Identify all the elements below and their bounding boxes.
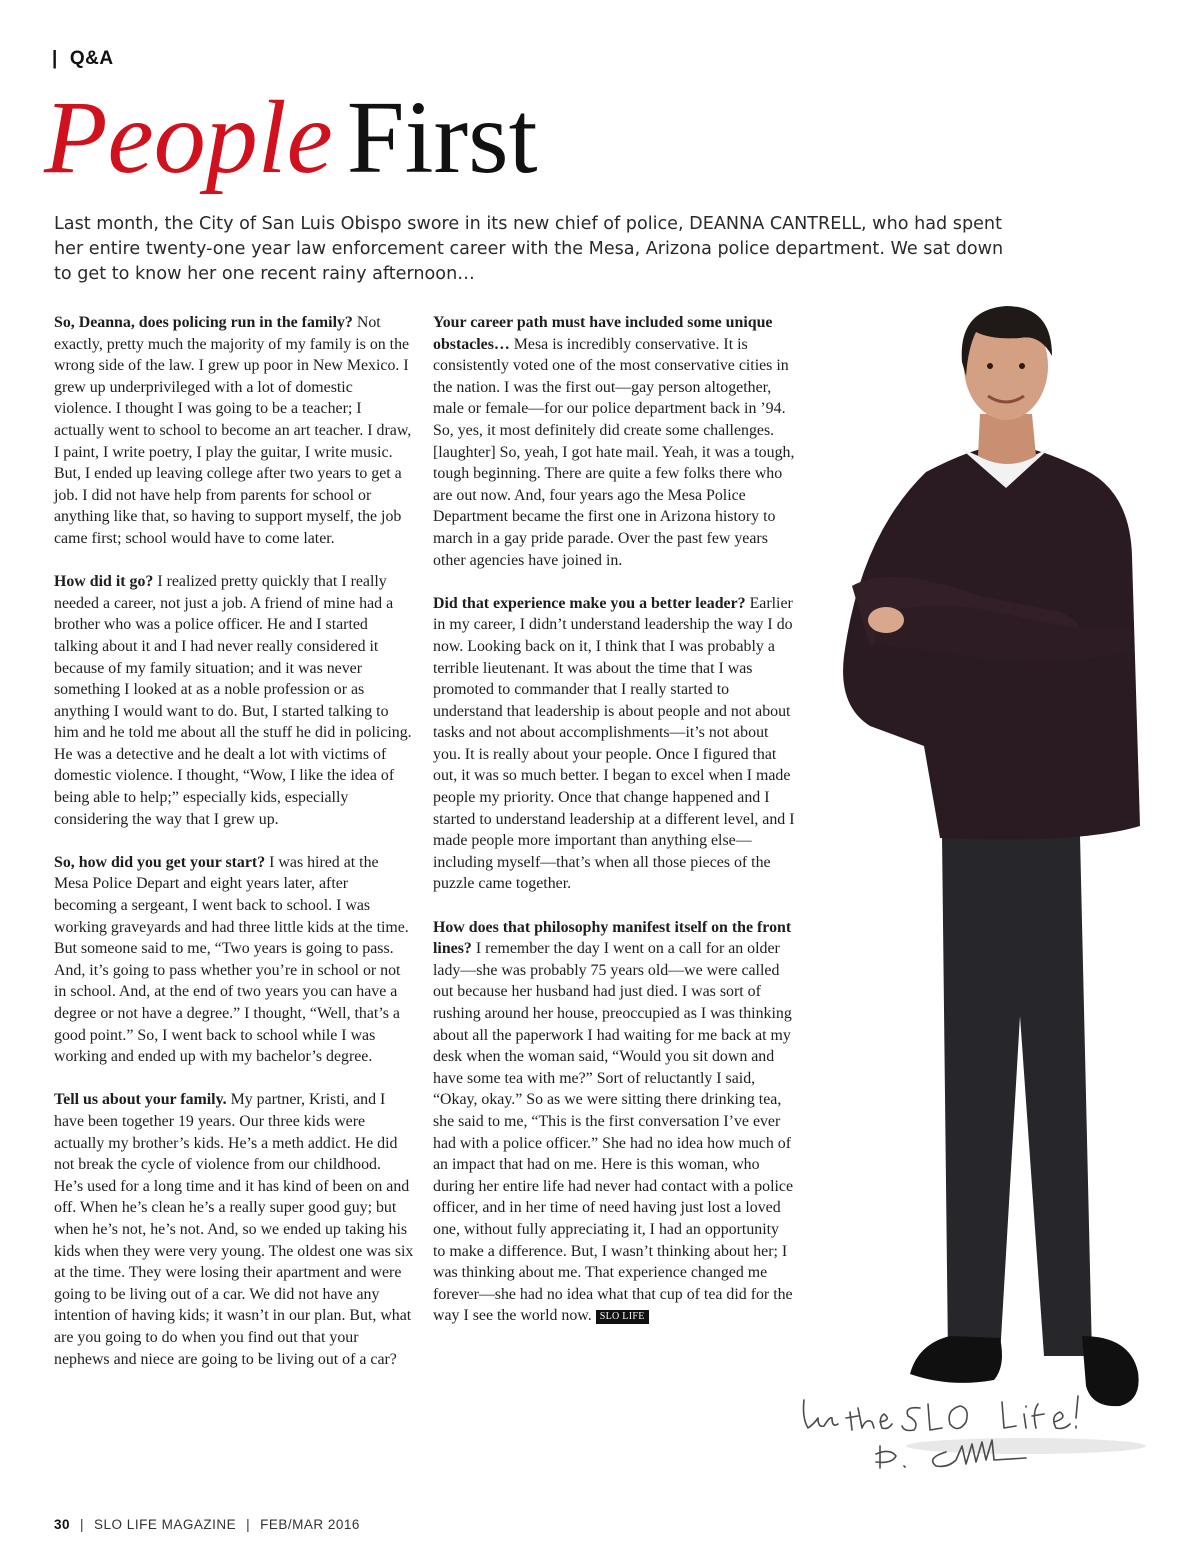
section-label <box>52 48 114 70</box>
answer: My partner, Kristi, and I have been together 19 years. Our three kids were actually my brother’s kids. He’s a meth addict. He did not break the cycle of violence from our childhood. He’s used for a long time and it has kind of been on and off. When he’s clean he’s a really super good guy; but when he’s not, he’s not. And, so we ended up taking his kids when they were very young. The oldest one was six at the time. They were losing their apartment and were going to be living out of a car. We did not have any intention of having kids; it wasn’t in our plan. But, what are you going to do when you find out that your nephews and niece are going to be living out of a car? <box>54 1091 414 1368</box>
article-column-left <box>54 312 414 1392</box>
question: So, Deanna, does policing run in the family? <box>54 314 353 331</box>
question: Your career path must have included some unique obstacles… <box>433 314 773 353</box>
handwritten-signature <box>796 1388 1086 1480</box>
magazine-name: SLO LIFE MAGAZINE <box>94 1517 237 1532</box>
answer: I was hired at the Mesa Police Depart and eight years later, after becoming a sergeant, I went back to school. I was working graveyards and had three little kids at the time. But someone said to me, “Two years is going to pass. And, it’s going to pass whether you’re in school or not in school. And, at the end of two years you can have a degree or not have a degree.” I thought, “Well, that’s a good point.” So, I went back to school while I was working and ended up with my bachelor’s degree. <box>54 853 409 1066</box>
title-rest: First <box>346 80 538 195</box>
answer: Mesa is incredibly conservative. It is consistently voted one of the most conservative cities in the nation. I was the first out—gay person altogether, male or female—for our police department back in ’94. So, yes, it most definitely did create some challenges. [laughter] So, yeah, I got hate mail. Yeah, it was a tough, tough beginning. There are quite a few folks there who are out now. And, four years ago the Mesa Police Department became the first one in Arizona history to march in a gay pride parade. Over the past few years other agencies have joined in. <box>433 335 795 569</box>
qa-block <box>433 593 795 895</box>
answer: I realized pretty quickly that I really needed a career, not just a job. A friend of mine had a brother who was a police officer. He and I started talking about it and I had never really considered it because of my family situation; and it was never something I looked at as a noble profession or as anything I would want to do. But, I started talking to him and he told me about all the stuff he did in policing. He was a detective and he dealt a lot with victims of domestic violence. I thought, “Wow, I like the idea of being able to help;” especially kids, especially considering the way that I grew up. <box>54 573 412 828</box>
question: Did that experience make you a better leader? <box>433 594 746 612</box>
qa-block <box>54 312 414 550</box>
end-mark-logo: SLO LIFE <box>596 1310 649 1324</box>
article-column-right <box>433 312 795 1349</box>
qa-block <box>54 852 414 1068</box>
answer: Earlier in my career, I didn’t understand leadership the way I do now. Looking back on it, I think that I was probably a terrible lieutenant. It was about the time that I was promoted to commander that I really started to understand that leadership is about people and not about tasks and not about accomplishments—it’s not about you. It is really about your people. Once I figured that out, it was so much better. I began to excel when I made people my priority. Once that change happened and I started to understand leadership at a different level, and I made people more important than anything else—including myself—that’s when all those pieces of the puzzle came together. <box>433 594 795 893</box>
answer: I remember the day I went on a call for an older lady—she was probably 75 years old—we were called out because her husband had just died. I was sort of rushing around her house, preoccupied as I was thinking about all the paperwork I had waiting for me back at my desk when the woman said, “Would you sit down and have some tea with me?” Sort of reluctantly I said, “Okay, okay.” So as we were sitting there drinking tea, she said to me, “This is the first conversation I’ve ever had with a police officer.” She had no idea how much of an impact that had on me. Here is this woman, who during her entire life had never had contact with a police officer, and in her time of need having just lost a loved one, without fully appreciating it, I had an opportunity to make a difference. But, I wasn’t thinking about her; I was thinking about me. That experience changed me forever—she had no idea what that cup of tea did for the way I see the world now. <box>433 940 794 1325</box>
question: Tell us about your family. <box>54 1091 227 1109</box>
page-number: 30 <box>54 1517 71 1532</box>
footer-divider: | <box>80 1517 85 1532</box>
qa-block <box>54 571 414 830</box>
qa-block <box>433 917 795 1327</box>
qa-block <box>54 1089 414 1370</box>
section-divider: | <box>52 48 58 69</box>
section-name: Q&A <box>69 48 114 69</box>
question: How did it go? <box>54 573 154 591</box>
page-footer <box>54 1517 360 1532</box>
question: How does that philosophy manifest itself on the front lines? <box>433 918 792 958</box>
article-title <box>44 78 537 198</box>
footer-divider: | <box>246 1517 251 1532</box>
title-accent-word: People <box>44 80 333 195</box>
portrait-photo <box>830 296 1160 1456</box>
qa-block <box>433 312 795 571</box>
issue-date: FEB/MAR 2016 <box>260 1517 360 1532</box>
question: So, how did you get your start? <box>54 853 266 871</box>
answer: Not exactly, pretty much the majority of my family is on the wrong side of the law. I grew up poor in New Mexico. I grew up underprivileged with a lot of domestic violence. I thought I was going to be a teacher; I actually went to school to become an art teacher. I draw, I paint, I write poetry, I play the guitar, I write music. But, I ended up leaving college after two years to get a job. I did not have help from parents for school or anything like that, so having to support myself, the job came first; school would have to come later. <box>54 314 412 547</box>
intro-paragraph: Last month, the City of San Luis Obispo swore in its new chief of police, DEANNA CANTRELL, who had spent her entire twenty-one year law enforcement career with the Mesa, Arizona police department. We sat down to get to know her one recent rainy afternoon… <box>54 214 1004 284</box>
